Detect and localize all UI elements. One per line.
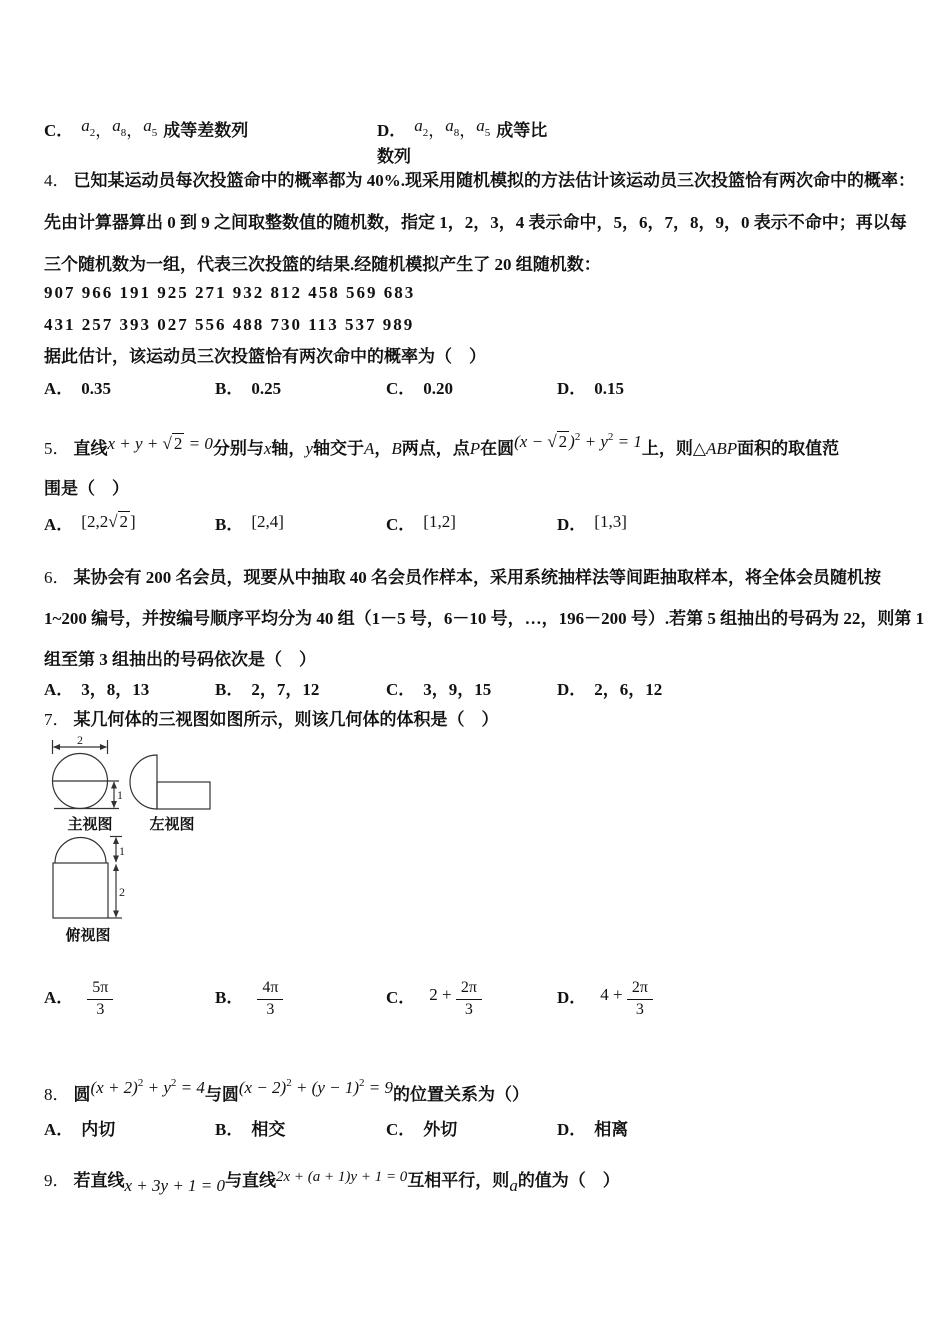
question-4-line-1: 4． 已知某运动员每次投篮命中的概率都为 40%.现采用随机模拟的方法估计该运动员三次投篮恰有两次命中的概率： <box>44 171 915 190</box>
three-view-diagram <box>42 733 222 948</box>
q8-option-b: B． 相交 <box>215 1120 286 1139</box>
q5-option-a: A． [2,2√ 2 ] <box>44 512 136 534</box>
formula-a2: $a_2$ <box>81 116 96 139</box>
question-4-random-numbers-1: 907 966 191 925 271 932 812 458 569 683 <box>44 283 416 302</box>
fraction: $\frac{2\pi}{3}$ <box>627 978 653 1020</box>
front-view-label: 主视图 <box>67 817 113 833</box>
q5-options-row <box>44 510 728 537</box>
formula-a2: $a_2$ <box>414 116 429 139</box>
q8-options-row <box>44 1118 728 1142</box>
q4-option-a: A． 0.35 <box>44 379 112 398</box>
question-6-line-2: 1~200 编号，并按编号顺序平均分为 40 组（1－5 号，6－10 号，…，196－200 号）.若第 5 组抽出的号码为 22，则第 1 <box>44 609 925 628</box>
q7-option-d: D． 4 + $\frac{2\pi}{3}$ <box>557 978 728 1020</box>
question-6-line-3: 组至第 3 组抽出的号码依次是（ ） <box>44 650 316 669</box>
formula-line-1: x + 3y + 1 = 0 <box>124 1176 226 1195</box>
fraction: $\frac{5\pi}{3}$ <box>87 978 113 1020</box>
q6-options-row <box>44 678 728 702</box>
fraction: $\frac{2\pi}{3}$ <box>456 978 482 1020</box>
interval-value: [2,2√ 2 ] <box>81 512 136 531</box>
q3-option-c: C． $a_2$，$a_8$，$a_5$ 成等差数列 <box>44 116 249 140</box>
q8-option-d: D． 相离 <box>557 1120 629 1139</box>
dim-top-dome: 1 <box>119 844 125 858</box>
sqrt: √ 2 <box>108 512 129 531</box>
q4-option-b: B． 0.25 <box>215 379 282 398</box>
sqrt: √ 2 <box>162 434 183 453</box>
fraction: $\frac{4\pi}{3}$ <box>257 978 283 1020</box>
dim-top-rect: 2 <box>119 885 125 899</box>
q7-options-row <box>44 978 728 1020</box>
q7-option-b: B． $\frac{4\pi}{3}$ <box>215 978 386 1020</box>
q6-option-d: D． 2，6，12 <box>557 680 663 699</box>
question-9-line-1: 9． 若直线x + 3y + 1 = 0与直线2x + (a + 1)y + 1 = 0互相平行，则a的值为（ ） <box>44 1169 620 1195</box>
q3-option-d: D． $a_2$，$a_8$，$a_5$ 成等比数列 <box>377 116 548 166</box>
q5-option-d: D． [1,3] <box>557 512 627 534</box>
q4-option-d: D． 0.15 <box>557 379 625 398</box>
top-view-rect <box>53 863 108 918</box>
question-8-line-1: 8． 圆$(x + 2)^2 + y^2 = 4$与圆$(x - 2)^2 + (y - 1)^2 = 9$的位置关系为（） <box>44 1077 529 1104</box>
formula-line-eq: x + y + √ 2 = 0 <box>107 434 213 453</box>
q6-option-c: C． 3，9，15 <box>386 680 492 699</box>
top-view-label: 俯视图 <box>65 928 111 944</box>
formula-line-2: 2x + (a + 1)y + 1 = 0 <box>276 1169 408 1185</box>
question-4-line-3: 三个随机数为一组，代表三次投篮的结果.经随机模拟产生了 20 组随机数： <box>44 255 601 274</box>
q5-option-c: C． [1,2] <box>386 512 456 534</box>
q3-options-row <box>44 114 548 169</box>
question-5-line-1: 5． 直线x + y + √ 2 = 0分别与x轴，y轴交于A，B两点，点P在圆(x − √ 2 )$^2 + y^2 = 1$上，则△ABP面积的取值范 <box>44 431 840 458</box>
dim-front-height: 1 <box>117 788 123 802</box>
side-view-semicircle <box>130 755 157 809</box>
q6-option-a: A． 3，8，13 <box>44 680 150 699</box>
question-7-line-1: 7． 某几何体的三视图如图所示，则该几何体的体积是（ ） <box>44 710 499 729</box>
q4-options-row <box>44 377 728 401</box>
formula-a8: $a_8$ <box>112 116 127 139</box>
question-4-line-2: 先由计算器算出 0 到 9 之间取整数值的随机数，指定 1，2，3，4 表示命中，5，6，7，8，9，0 表示不命中；再以每 <box>44 213 907 232</box>
formula-a8: $a_8$ <box>445 116 460 139</box>
question-6-line-1: 6． 某协会有 200 名会员，现要从中抽取 40 名会员作样本，采用系统抽样法等间距抽取样本，将全体会员随机按 <box>44 568 881 587</box>
top-view-dome <box>55 838 106 864</box>
formula-a5: $a_5$ <box>143 116 158 139</box>
formula-circle-2: $(x - 2)^2 + (y - 1)^2 = 9$ <box>238 1077 393 1097</box>
side-view-rect <box>157 782 210 809</box>
q6-option-b: B． 2，7，12 <box>215 680 320 699</box>
q8-option-a: A． 内切 <box>44 1120 116 1139</box>
q8-option-c: C． 外切 <box>386 1120 458 1139</box>
sqrt: √ 2 <box>547 432 568 451</box>
q7-option-c: C． 2 + $\frac{2\pi}{3}$ <box>386 978 557 1020</box>
q7-option-a: A． $\frac{5\pi}{3}$ <box>44 978 215 1020</box>
formula-triangle-abp: △ABP <box>692 439 738 458</box>
q5-option-b: B． [2,4] <box>215 512 284 534</box>
formula-circle-1: $(x + 2)^2 + y^2 = 4$ <box>90 1077 205 1097</box>
q4-option-c: C． 0.20 <box>386 379 454 398</box>
question-4-line-6: 据此估计，该运动员三次投篮恰有两次命中的概率为（ ） <box>44 347 486 366</box>
variable-a: a <box>509 1176 518 1195</box>
dim-front-width: 2 <box>77 733 83 747</box>
side-view-label: 左视图 <box>149 817 195 833</box>
question-4-random-numbers-2: 431 257 393 027 556 488 730 113 537 989 <box>44 315 415 334</box>
question-5-line-2: 围是（ ） <box>44 479 129 498</box>
formula-a5: $a_5$ <box>476 116 491 139</box>
formula-circle-eq: (x − √ 2 )$^2 + y^2 = 1$ <box>514 431 642 451</box>
